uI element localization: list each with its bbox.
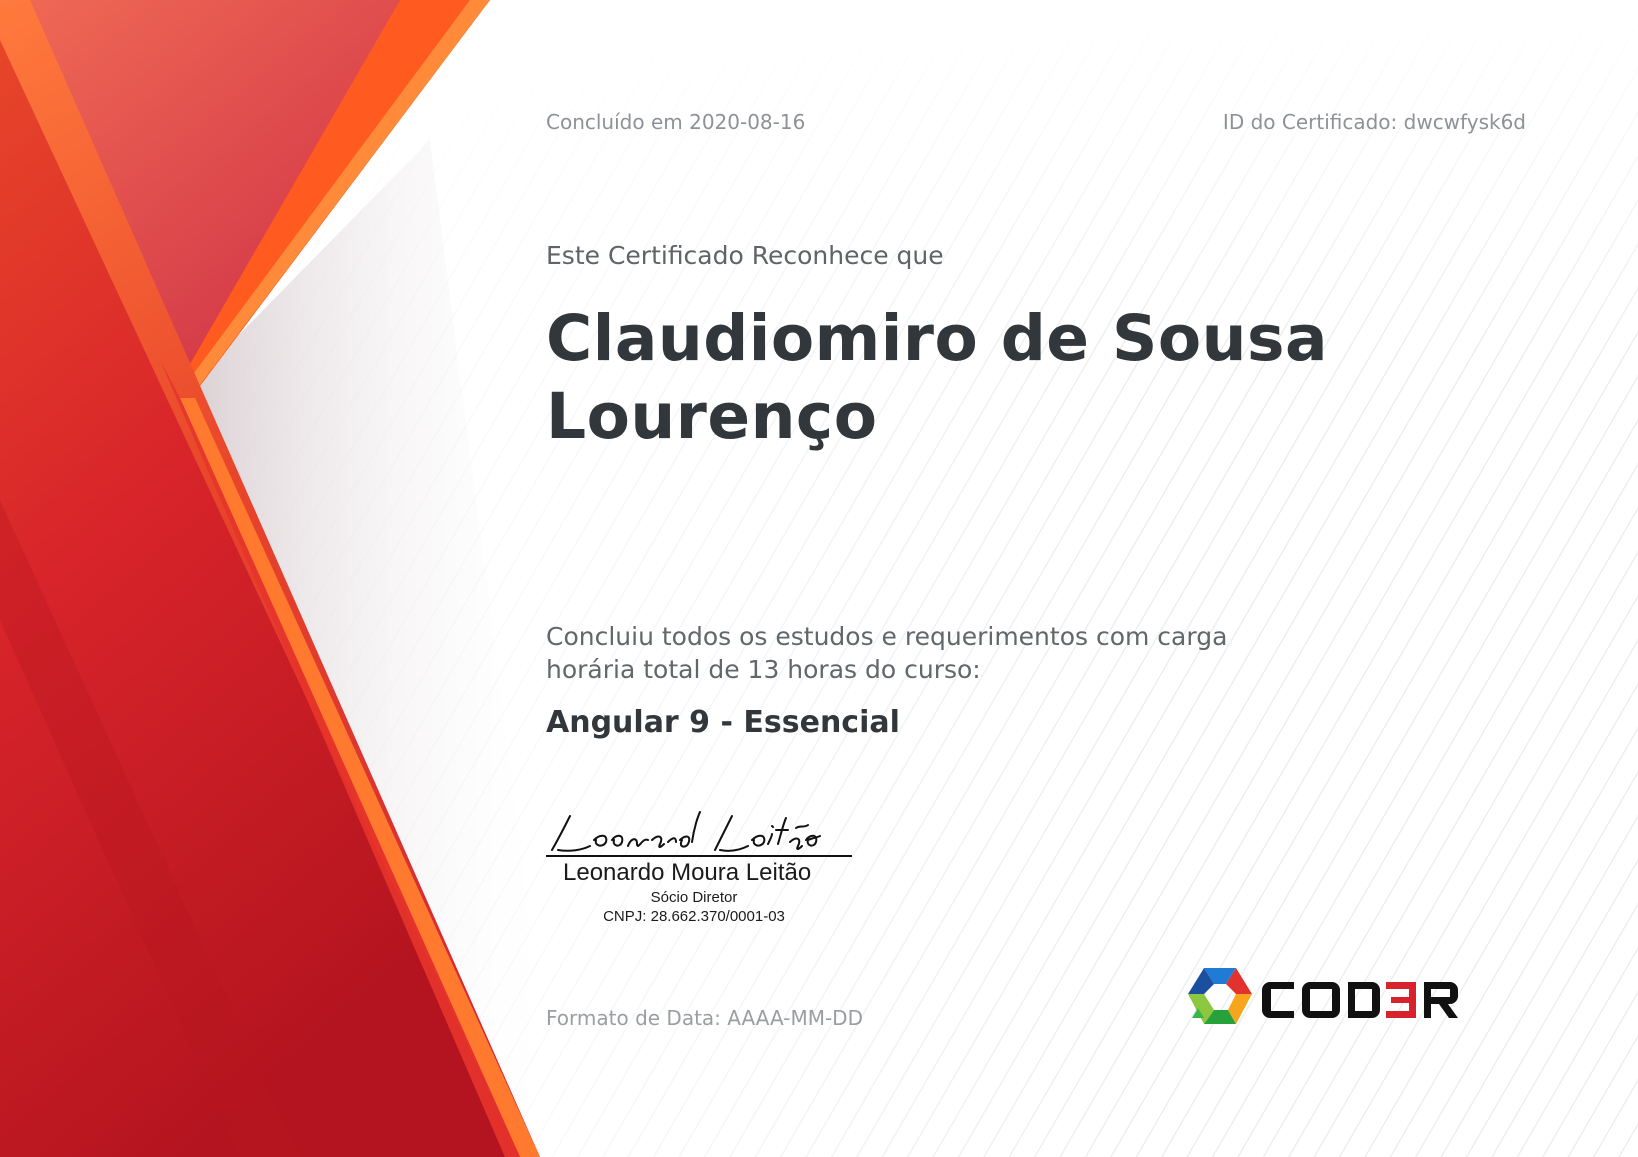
signer-cnpj: CNPJ: 28.662.370/0001-03: [603, 908, 785, 925]
coder-logo: [1186, 964, 1526, 1036]
intro-text: Este Certificado Reconhece que: [546, 241, 944, 270]
signer-role: Sócio Diretor: [650, 889, 738, 906]
course-name: Angular 9 - Essencial: [546, 705, 900, 740]
completion-statement: [546, 620, 1306, 686]
hexagon-logo-icon: [1188, 968, 1252, 1024]
completion-date: Concluído em 2020-08-16: [546, 110, 806, 134]
signature-line: [546, 855, 852, 857]
recipient-name: [546, 300, 1426, 456]
decorative-shapes: [0, 0, 700, 1157]
recipient-name-line-2: Lourenço: [546, 380, 878, 453]
certificate-id: ID do Certificado: dwcwfysk6d: [1222, 110, 1526, 134]
signer-name: Leonardo Moura Leitão: [563, 859, 812, 886]
recipient-name-line-1: Claudiomiro de Sousa: [546, 302, 1328, 375]
handwritten-signature: [540, 806, 860, 858]
coder-wordmark: [1262, 982, 1458, 1018]
date-format-note: Formato de Data: AAAA-MM-DD: [546, 1006, 863, 1030]
statement-line-1: Concluiu todos os estudos e requerimentos com carga: [546, 622, 1228, 651]
statement-line-2: horária total de 13 horas do curso:: [546, 655, 981, 684]
